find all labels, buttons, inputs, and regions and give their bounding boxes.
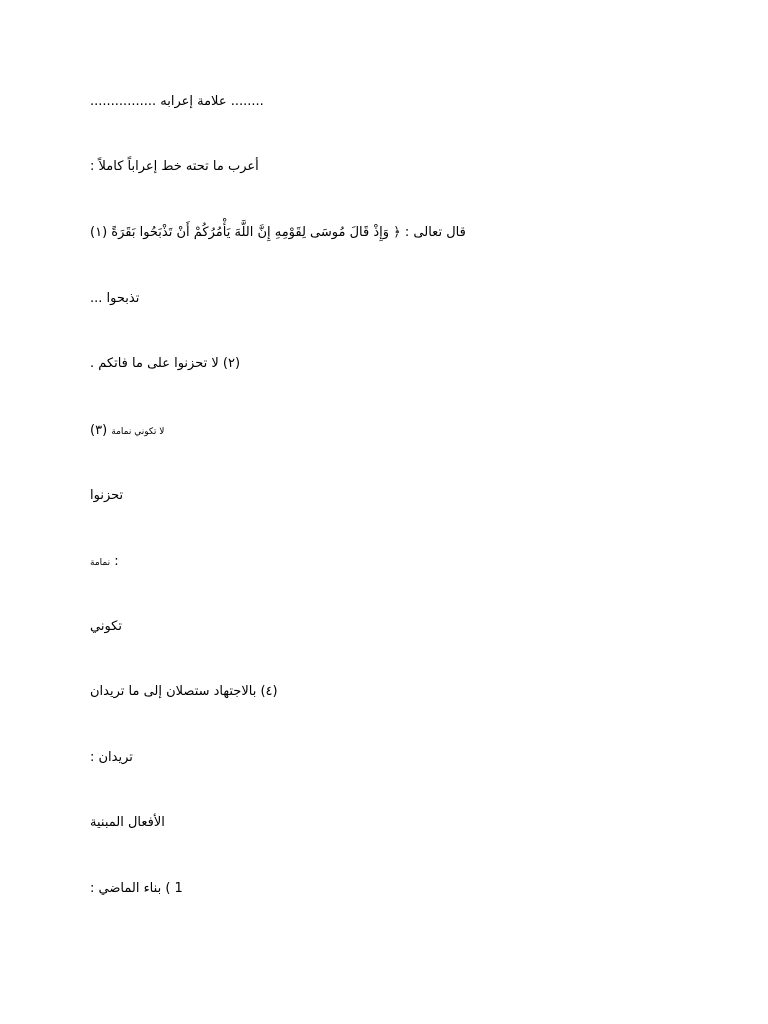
line-text: (٤) بالاجتهاد ستصلان إلى ما تريدان xyxy=(90,684,278,699)
line-text: 1 ) بناء الماضي : xyxy=(90,881,183,896)
quran-verse-line xyxy=(90,224,690,242)
section-heading xyxy=(90,814,690,832)
answer-line-turidan xyxy=(90,749,690,767)
answer-line-nammama xyxy=(90,553,690,572)
answer-line-tadhbahu xyxy=(90,290,690,308)
line-text: الأفعال المبنية xyxy=(90,815,165,830)
line-number: (٣) xyxy=(90,423,108,438)
sentence-two xyxy=(90,355,690,373)
line-text: تريدان : xyxy=(90,750,133,765)
line-colon: : xyxy=(114,554,119,569)
answer-line-tahzanu xyxy=(90,487,690,505)
grammar-note-line xyxy=(90,93,690,111)
sentence-four xyxy=(90,683,690,701)
sentence-three xyxy=(90,422,690,441)
line-text: تحزنوا xyxy=(90,488,124,503)
subsection-heading xyxy=(90,880,690,898)
line-text: نمامة xyxy=(90,558,111,568)
line-text: تذبحوا ... xyxy=(90,291,140,306)
line-text: قال تعالى : ﴿ وَإِذْ قَالَ مُوسَى لِقَوْمِهِ إِنَّ اللَّهَ يَأْمُرُكُمْ أَنْ تَذْبَحُوا بَقَرَةً (١) xyxy=(90,225,466,240)
line-text: تكوني xyxy=(90,619,122,634)
exercise-instruction xyxy=(90,158,690,176)
line-text: (٢) لا تحزنوا على ما فاتكم . xyxy=(90,356,241,371)
line-text: لا تكوني نمامة xyxy=(111,427,165,437)
line-text: ........ علامة إعرابه ................ xyxy=(90,94,264,109)
line-text: أعرب ما تحته خط إعراباً كاملاً : xyxy=(90,159,259,174)
answer-line-takuni xyxy=(90,618,690,636)
